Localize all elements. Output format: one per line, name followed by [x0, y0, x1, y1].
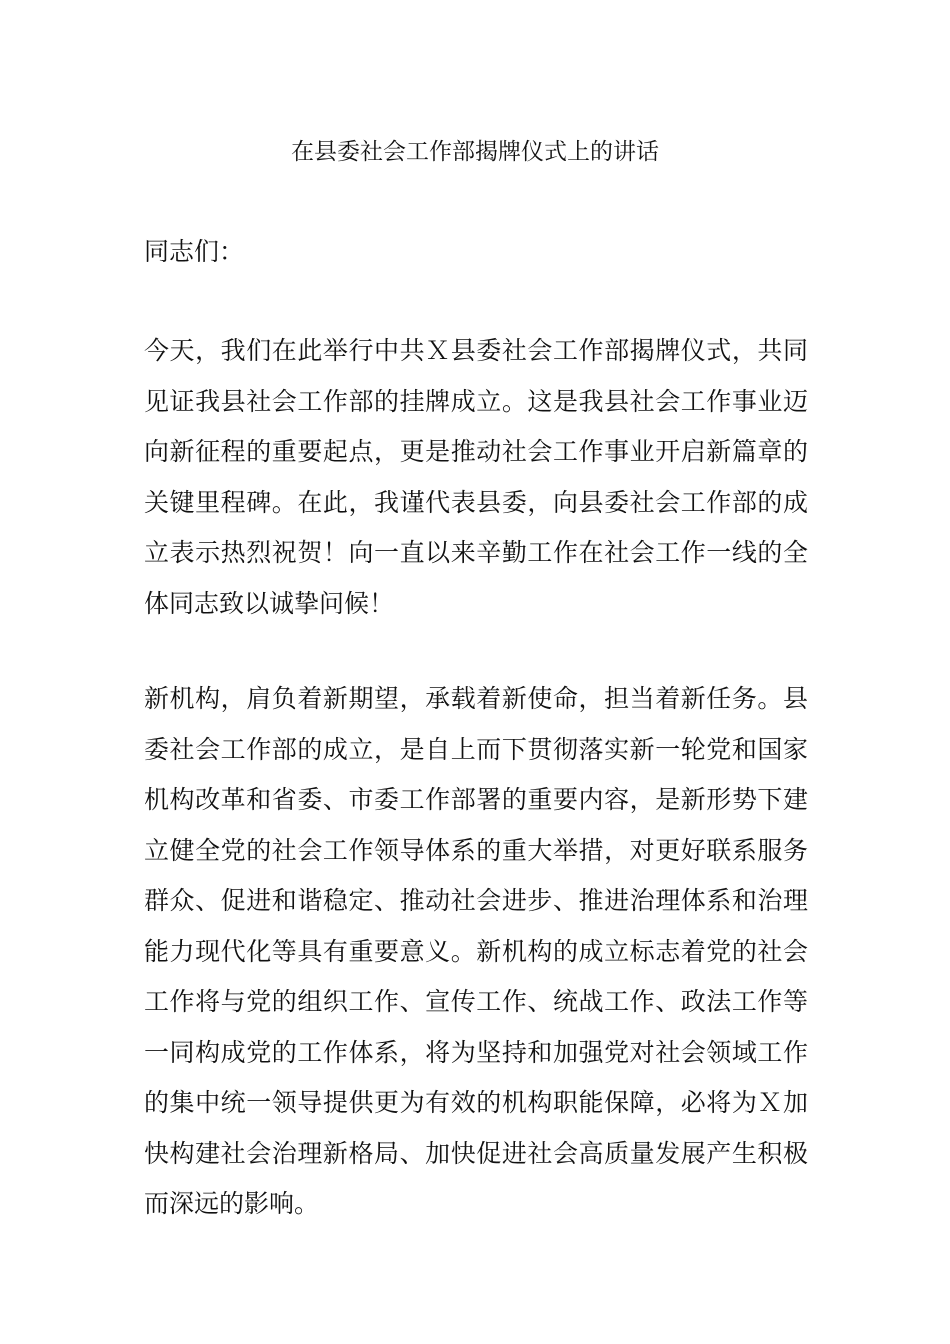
- paragraph-opening: 今天，我们在此举行中共Ｘ县委社会工作部揭牌仪式，共同见证我县社会工作部的挂牌成立。这是我县社会工作事业迈向新征程的重要起点，更是推动社会工作事业开启新篇章的关键里程碑。在此，我谨代表县委，向县委社会工作部的成立表示热烈祝贺！向一直以来辛勤工作在社会工作一线的全体同志致以诚挚问候！: [144, 336, 808, 618]
- paragraph-significance: 新机构，肩负着新期望，承载着新使命，担当着新任务。县委社会工作部的成立，是自上而下贯彻落实新一轮党和国家机构改革和省委、市委工作部署的重要内容，是新形势下建立健全党的社会工作领导体系的重大举措，对更好联系服务群众、促进和谐稳定、推动社会进步、推进治理体系和治理能力现代化等具有重要意义。新机构的成立标志着党的社会工作将与党的组织工作、宣传工作、统战工作、政法工作等一同构成党的工作体系，将为坚持和加强党对社会领域工作的集中统一领导提供更为有效的机构职能保障，必将为Ｘ加快构建社会治理新格局、加快促进社会高质量发展产生积极而深远的影响。: [144, 684, 808, 1218]
- document-title: 在县委社会工作部揭牌仪式上的讲话: [291, 139, 659, 165]
- greeting-line: 同志们：: [144, 237, 245, 266]
